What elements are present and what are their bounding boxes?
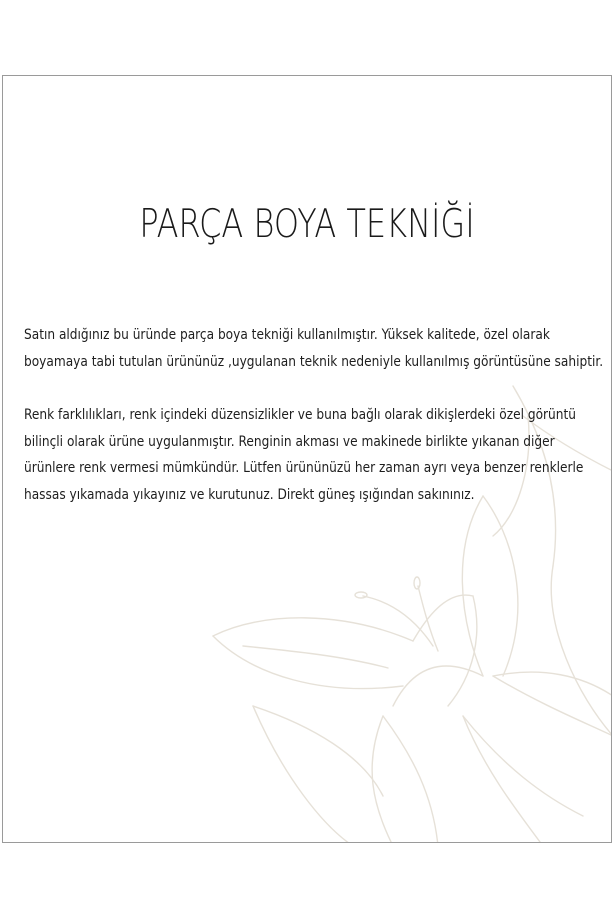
body-text xyxy=(24,322,604,535)
paragraph-1 xyxy=(24,322,604,375)
paragraph-line: ürünlere renk vermesi mümkündür. Lütfen ürününüzü her zaman ayrı veya benzer renklerle xyxy=(24,460,584,476)
document-frame xyxy=(2,75,612,843)
paragraph-line: bilinçli olarak ürüne uygulanmıştır. Renginin akması ve makinede birlikte yıkanan diğer xyxy=(24,433,555,450)
paragraph-line: hassas yıkamada yıkayınız ve kurutunuz. Direkt güneş ışığından sakınınız. xyxy=(24,486,475,503)
paragraph-line: Satın aldığınız bu üründe parça boya tekniği kullanılmıştır. Yüksek kalitede, özel olarak xyxy=(24,327,550,343)
paragraph-line: boyamaya tabi tutulan ürününüz ,uygulanan teknik nedeniyle kullanılmış görüntüsüne sahiptir. xyxy=(24,353,604,370)
paragraph-2 xyxy=(24,402,584,508)
paragraph-line: Renk farklılıkları, renk içindeki düzensizlikler ve buna bağlı olarak dikişlerdeki özel görüntü xyxy=(24,407,576,423)
page-title: PARÇA BOYA TEKNİĞİ xyxy=(139,202,475,247)
